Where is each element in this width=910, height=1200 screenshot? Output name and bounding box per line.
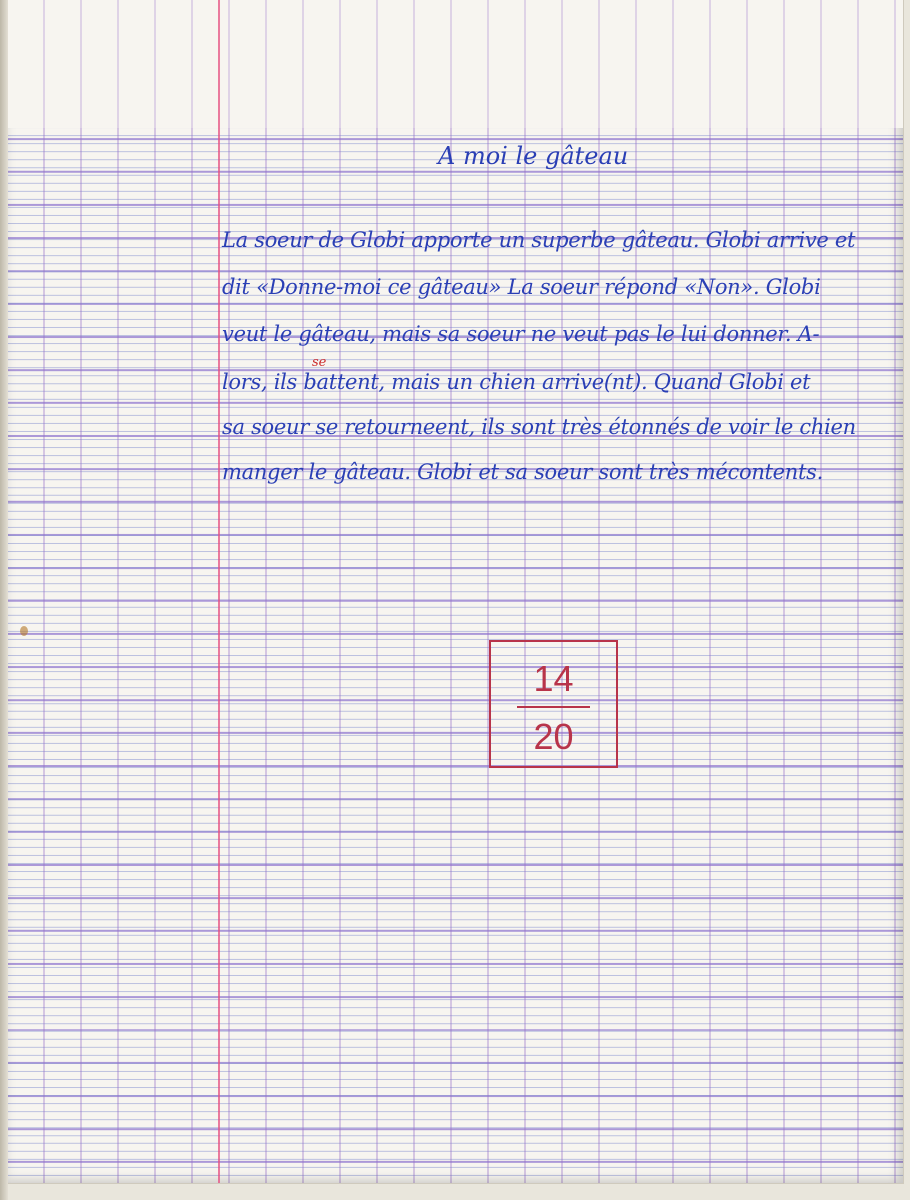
page-header-area [8,0,903,128]
text-line-6: manger le gâteau. Globi et sa soeur sont très mécontents. [222,460,824,484]
text-line-1: La soeur de Globi apporte un superbe gâteau. Globi arrive et [222,228,856,252]
text-line-2: dit «Donne-moi ce gâteau» La soeur répond «Non». Globi [222,275,821,299]
text-line-3: veut le gâteau, mais sa soeur ne veut pas le lui donner. A- [222,322,820,346]
notebook-binding [0,0,8,1200]
margin-line [218,0,220,1183]
grade-fraction-bar [517,706,590,708]
notebook-page [8,0,904,1184]
page-stain [20,626,28,636]
teacher-correction: se [312,355,327,370]
grade-score: 14 [533,658,574,699]
grade-box [489,640,618,768]
page-title: A moi le gâteau [438,142,629,170]
grade-total: 20 [533,716,574,757]
text-line-5: sa soeur se retourneent, ils sont très étonnés de voir le chien [222,415,856,439]
text-line-4: lors, ils battent, mais un chien arrive(nt). Quand Globi et [222,370,811,394]
